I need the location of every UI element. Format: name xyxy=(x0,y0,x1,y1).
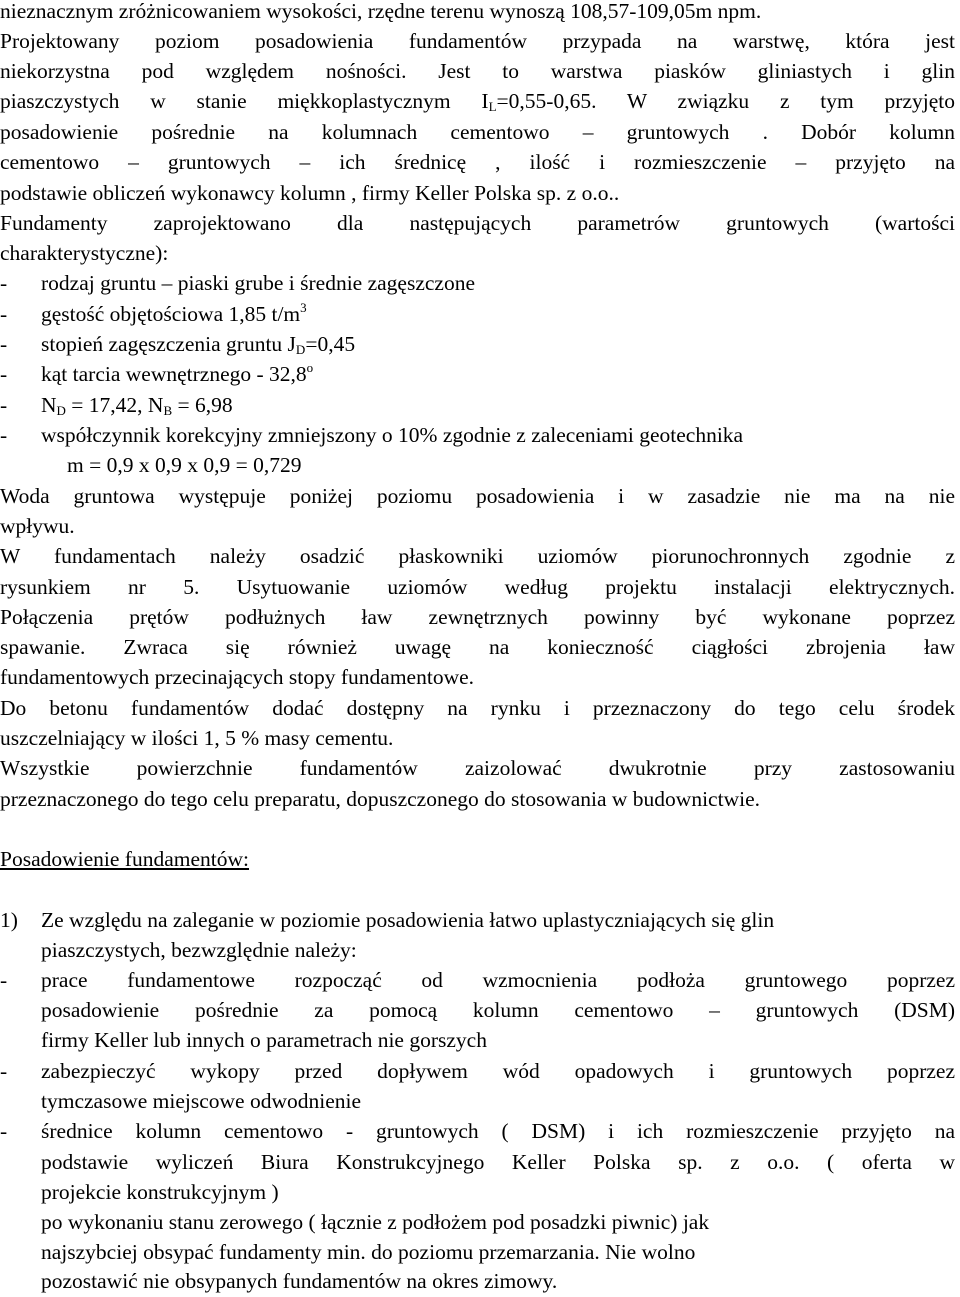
text-line: posadowienie pośrednie na kolumnach cementowo – gruntowych . Dobór kolumn xyxy=(0,120,955,144)
text-line: Fundamenty zaprojektowano dla następujących parametrów gruntowych (wartości xyxy=(0,211,955,235)
param-text xyxy=(41,329,355,359)
text-line: podstawie wyliczeń Biura Konstrukcyjnego Keller Polska sp. z o.o. ( oferta w xyxy=(41,1150,955,1174)
text-span: =0,55-0,65. W związku z tym przyjęto xyxy=(496,89,955,113)
param-item xyxy=(0,420,955,450)
list-dash: - xyxy=(0,423,8,447)
param-item xyxy=(0,268,955,298)
text-line: zabezpieczyć wykopy przed dopływem wód opadowych i gruntowych poprzez xyxy=(41,1059,955,1083)
text-line: fundamentowych przecinających stopy fundamentowe. xyxy=(0,665,475,689)
text-line: przeznaczonego do tego celu preparatu, dopuszczonego do stosowania w budownictwie. xyxy=(0,787,760,811)
param-text xyxy=(41,299,307,329)
param-item xyxy=(0,390,955,420)
list-dash: - xyxy=(0,968,8,992)
param-item xyxy=(0,359,955,389)
superscript: 3 xyxy=(300,300,307,315)
text-line: Woda gruntowa występuje poniżej poziomu posadowienia i w zasadzie nie ma na nie xyxy=(0,484,955,508)
superscript: o xyxy=(306,360,314,375)
param-text: rodzaj gruntu – piaski grube i średnie zagęszczone xyxy=(41,271,476,295)
list-dash: - xyxy=(0,271,8,295)
text-line: po wykonaniu stanu zerowego ( łącznie z podłożem pod posadzki piwnic) jak xyxy=(41,1210,710,1234)
text-span: N xyxy=(41,393,57,417)
param-text xyxy=(41,359,313,389)
text-span: = 17,42, N xyxy=(65,393,164,417)
list-dash: - xyxy=(0,332,8,356)
text-line: średnice kolumn cementowo - gruntowych ( DSM) i ich rozmieszczenie przyjęto na xyxy=(41,1119,955,1143)
text-line: Wszystkie powierzchnie fundamentów zaizolować dwukrotnie przy zastosowaniu xyxy=(0,756,955,780)
param-item xyxy=(0,329,955,359)
text-line: W fundamentach należy osadzić płaskowniki uziomów piorunochronnych zgodnie z xyxy=(0,544,955,568)
list-dash: - xyxy=(0,362,8,386)
text-line: niekorzystna pod względem nośności. Jest to warstwa piasków gliniastych i glin xyxy=(0,59,955,83)
list-dash: - xyxy=(0,302,8,326)
text-line: podstawie obliczeń wykonawcy kolumn , firmy Keller Polska sp. z o.o.. xyxy=(0,181,620,205)
text-line: najszybciej obsypać fundamenty min. do poziomu przemarzania. Nie wolno xyxy=(41,1240,696,1264)
subscript: L xyxy=(488,99,497,114)
section-heading: Posadowienie fundamentów: xyxy=(0,847,249,871)
text-line: Połączenia prętów podłużnych ław zewnętrznych powinny być wykonane poprzez xyxy=(0,605,955,629)
text-line: prace fundamentowe rozpocząć od wzmocnienia podłoża gruntowego poprzez xyxy=(41,968,955,992)
list-dash: - xyxy=(0,1059,8,1083)
text-line: cementowo – gruntowych – ich średnicę , ilość i rozmieszczenie – przyjęto na xyxy=(0,150,955,174)
subscript: D xyxy=(56,403,66,418)
text-line: wpływu. xyxy=(0,514,75,538)
text-line: pozostawić nie obsypanych fundamentów na okres zimowy. xyxy=(41,1269,558,1293)
subscript: B xyxy=(163,403,173,418)
text-line: uszczelniający w ilości 1, 5 % masy cementu. xyxy=(0,726,394,750)
subscript: D xyxy=(295,342,306,357)
text-span: piaszczystych w stanie miękkoplastycznym I xyxy=(0,89,489,113)
text-line: projekcie konstrukcyjnym ) xyxy=(41,1180,279,1204)
text-line: spawanie. Zwraca się również uwagę na konieczność ciągłości zbrojenia ław xyxy=(0,635,955,659)
text-line xyxy=(0,86,955,116)
text-span: kąt tarcia wewnętrznego - 32,8 xyxy=(41,362,307,386)
text-line: posadowienie pośrednie za pomocą kolumn cementowo – gruntowych (DSM) xyxy=(41,998,955,1022)
text-line: rysunkiem nr 5. Usytuowanie uziomów według projektu instalacji elektrycznych. xyxy=(0,575,955,599)
param-text: współczynnik korekcyjny zmniejszony o 10% zgodnie z zaleceniami geotechnika xyxy=(41,423,744,447)
text-span: gęstość objętościowa 1,85 t/m xyxy=(41,302,301,326)
text-line: tymczasowe miejscowe odwodnienie xyxy=(41,1089,362,1113)
numbered-item xyxy=(0,905,955,935)
text-span: =0,45 xyxy=(305,332,356,356)
formula-line: m = 0,9 x 0,9 x 0,9 = 0,729 xyxy=(67,453,302,477)
param-item xyxy=(0,299,955,329)
list-dash: - xyxy=(0,1119,8,1143)
text-line: Do betonu fundamentów dodać dostępny na rynku i przeznaczony do tego celu środek xyxy=(0,696,955,720)
text-line: piaszczystych, bezwzględnie należy: xyxy=(41,938,357,962)
text-line: firmy Keller lub innych o parametrach nie gorszych xyxy=(41,1028,487,1052)
item-number: 1) xyxy=(0,908,18,932)
text-line: Projektowany poziom posadowienia fundamentów przypada na warstwę, która jest xyxy=(0,29,955,53)
text-line: charakterystyczne): xyxy=(0,241,169,265)
text-span: stopień zagęszczenia gruntu J xyxy=(41,332,296,356)
text-span: = 6,98 xyxy=(172,393,233,417)
text-line: nieznacznym zróżnicowaniem wysokości, rzędne terenu wynoszą 108,57-109,05m npm. xyxy=(0,0,762,23)
param-text xyxy=(41,390,233,420)
list-dash: - xyxy=(0,393,8,417)
item-text: Ze względu na zaleganie w poziomie posadowienia łatwo uplastyczniających się glin xyxy=(41,908,775,932)
